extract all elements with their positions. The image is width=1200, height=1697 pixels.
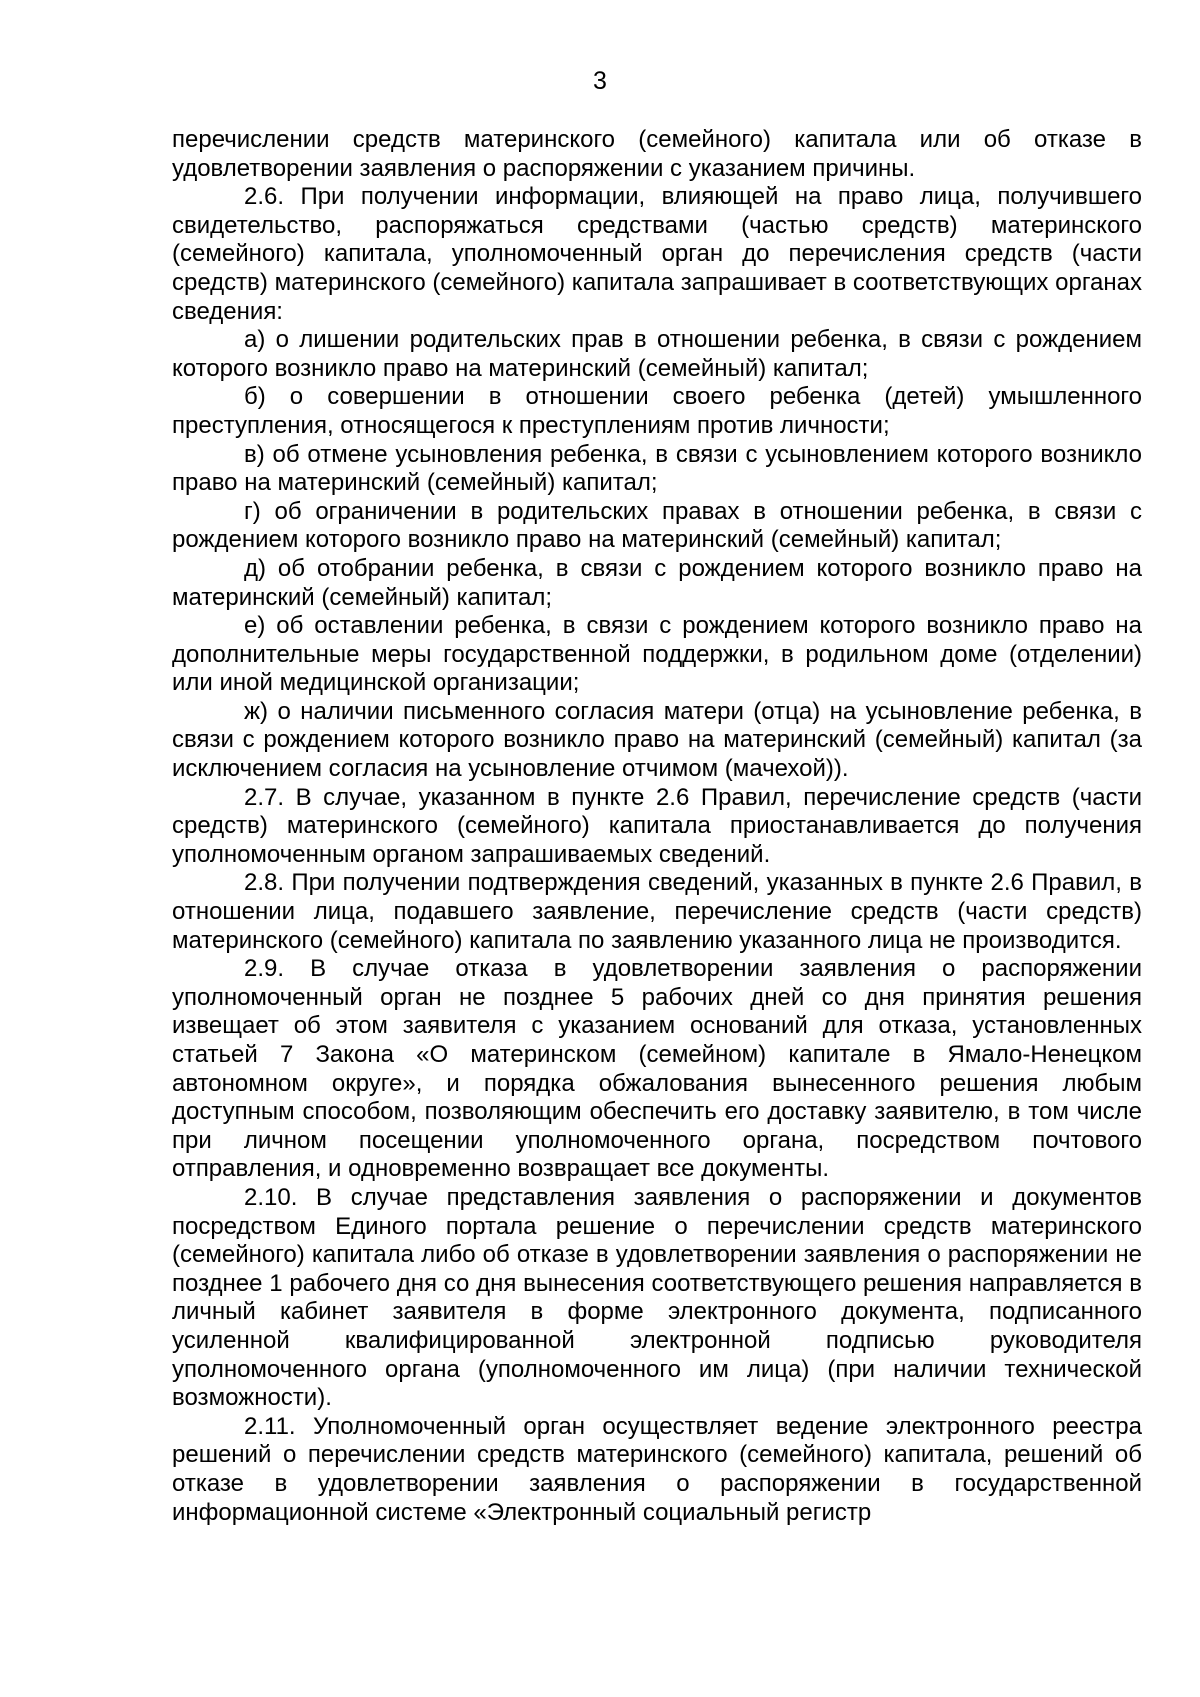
paragraph-2-9: 2.9. В случае отказа в удовлетворении заявления о распоряжении уполномоченный орган не позднее 5 рабочих дней со дня принятия решения извещает об этом заявителя с указанием оснований для отказа, установленных статьей 7 Закона «О материнском (семейном) капитале в Ямало-Ненецком автономном округе», и порядка обжалования вынесенного решения любым доступным способом, позволяющим обеспечить его доставку заявителю, в том числе при личном посещении уполномоченного органа, посредством почтового отправления, и одновременно возвращает все документы. xyxy=(172,955,1142,1183)
list-item-a: а) о лишении родительских прав в отношении ребенка, в связи с рождением которого возникло право на материнский (семейный) капитал; xyxy=(172,326,1142,382)
paragraph-2-7: 2.7. В случае, указанном в пункте 2.6 Правил, перечисление средств (части средств) материнского (семейного) капитала приостанавливается до получения уполномоченным органом запрашиваемых сведений. xyxy=(172,783,1142,868)
page-number: 3 xyxy=(593,67,607,95)
list-item-g: г) об ограничении в родительских правах в отношении ребенка, в связи с рождением которого возникло право на материнский (семейный) капитал; xyxy=(172,497,1142,554)
list-item-v: в) об отмене усыновления ребенка, в связи с усыновлением которого возникло право на материнский (семейный) капитал; xyxy=(172,440,1142,497)
list-item-zh: ж) о наличии письменного согласия матери (отца) на усыновление ребенка, в связи с рождением которого возникло право на материнский (семейный) капитал (за исключением согласия на усыновление отчимом (мачехой)). xyxy=(172,697,1142,783)
paragraph-2-11: 2.11. Уполномоченный орган осуществляет ведение электронного реестра решений о перечислении средств материнского (семейного) капитала, решений об отказе в удовлетворении заявления о распоряжении в государственной информационной системе «Электронный социальный регистр xyxy=(172,1412,1142,1526)
paragraph-2-6: 2.6. При получении информации, влияющей на право лица, получившего свидетельство, распоряжаться средствами (частью средств) материнского (семейного) капитала, уполномоченный орган до перечисления средств (части средств) материнского (семейного) капитала запрашивает в соответствующих органах сведения: xyxy=(172,183,1142,325)
list-item-b: б) о совершении в отношении своего ребенка (детей) умышленного преступления, относящегося к преступлениям против личности; xyxy=(172,383,1142,439)
paragraph-continuation: перечислении средств материнского (семейного) капитала или об отказе в удовлетворении заявления о распоряжении с указанием причины. xyxy=(172,126,1142,182)
paragraph-2-10: 2.10. В случае представления заявления о распоряжении и документов посредством Единого портала решение о перечислении средств материнского (семейного) капитала либо об отказе в удовлетворении заявления о распоряжении не позднее 1 рабочего дня со дня вынесения соответствующего решения направляется в личный кабинет заявителя в форме электронного документа, подписанного усиленной квалифицированной электронной подписью руководителя уполномоченного органа (уполномоченного им лица) (при наличии технической возможности). xyxy=(172,1183,1142,1412)
paragraph-2-8: 2.8. При получении подтверждения сведений, указанных в пункте 2.6 Правил, в отношении лица, подавшего заявление, перечисление средств (части средств) материнского (семейного) капитала по заявлению указанного лица не производится. xyxy=(172,869,1142,954)
document-body xyxy=(172,126,1142,1527)
list-item-e: е) об оставлении ребенка, в связи с рождением которого возникло право на дополнительные меры государственной поддержки, в родильном доме (отделении) или иной медицинской организации; xyxy=(172,612,1142,697)
list-item-d: д) об отобрании ребенка, в связи с рождением которого возникло право на материнский (семейный) капитал; xyxy=(172,554,1142,611)
